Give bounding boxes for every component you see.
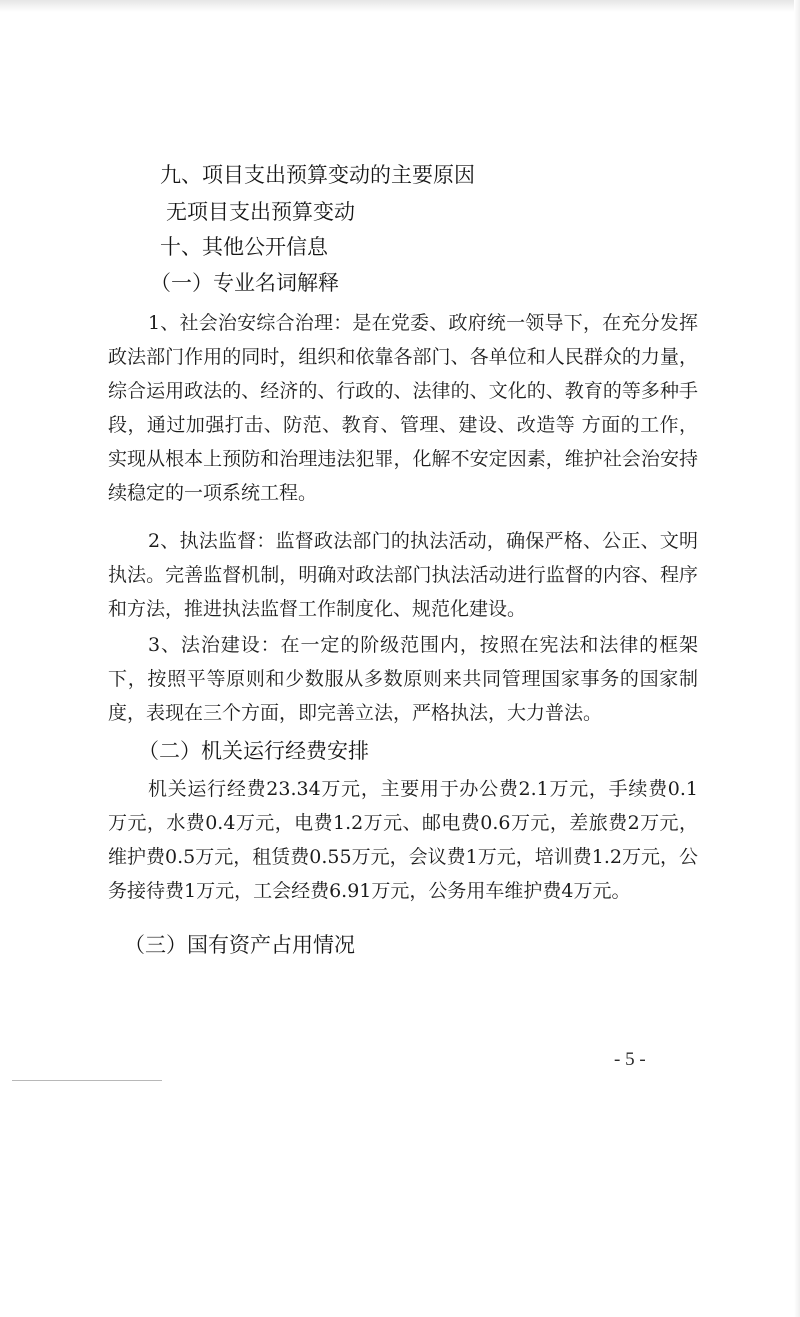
section-9-heading: 九、项目支出预算变动的主要原因 bbox=[160, 163, 475, 187]
section-9-body: 无项目支出预算变动 bbox=[166, 200, 355, 224]
operating-expenses-paragraph: 机关运行经费23.34万元，主要用于办公费2.1万元，手续费0.1万元，水费0.4万元，电费1.2万元、邮电费0.6万元，差旅费2万元，维护费0.5万元，租赁费0.55万元，会议费1万元，培训费1.2万元，公务接待费1万元，工会经费6.91万元，公务用车维护费4万元。 bbox=[108, 778, 698, 902]
footer-divider bbox=[12, 1080, 162, 1081]
definition-paragraph-3: 3、法治建设：在一定的阶级范围内，按照在宪法和法律的框架下，按照平等原则和少数服从多数原则来共同管理国家事务的国家制度，表现在三个方面，即完善立法，严格执法，大力普法。 bbox=[108, 634, 698, 724]
subsection-2-heading: （二）机关运行经费安排 bbox=[138, 739, 369, 763]
page-number: - 5 - bbox=[614, 1049, 646, 1070]
subsection-1-heading: （一）专业名词解释 bbox=[150, 271, 339, 295]
definition-paragraph-1: 1、社会治安综合治理：是在党委、政府统一领导下，在充分发挥政法部门作用的同时，组织和依靠各部门、各单位和人民群众的力量，综合运用政法的、经济的、行政的、法律的、文化的、教育的等多种手段，通过加强打击、防范、教育、管理、建设、改造等 方面的工作，实现从根本上预防和治理违法犯罪，化解不安定因素，维护社会治安持续稳定的一项系统工程。 bbox=[108, 312, 698, 504]
subsection-3-heading: （三）国有资产占用情况 bbox=[124, 933, 355, 957]
definition-paragraph-2: 2、执法监督：监督政法部门的执法活动，确保严格、公正、文明执法。完善监督机制，明确对政法部门执法活动进行监督的内容、程序和方法，推进执法监督工作制度化、规范化建设。 bbox=[108, 530, 698, 620]
section-10-heading: 十、其他公开信息 bbox=[160, 235, 328, 259]
